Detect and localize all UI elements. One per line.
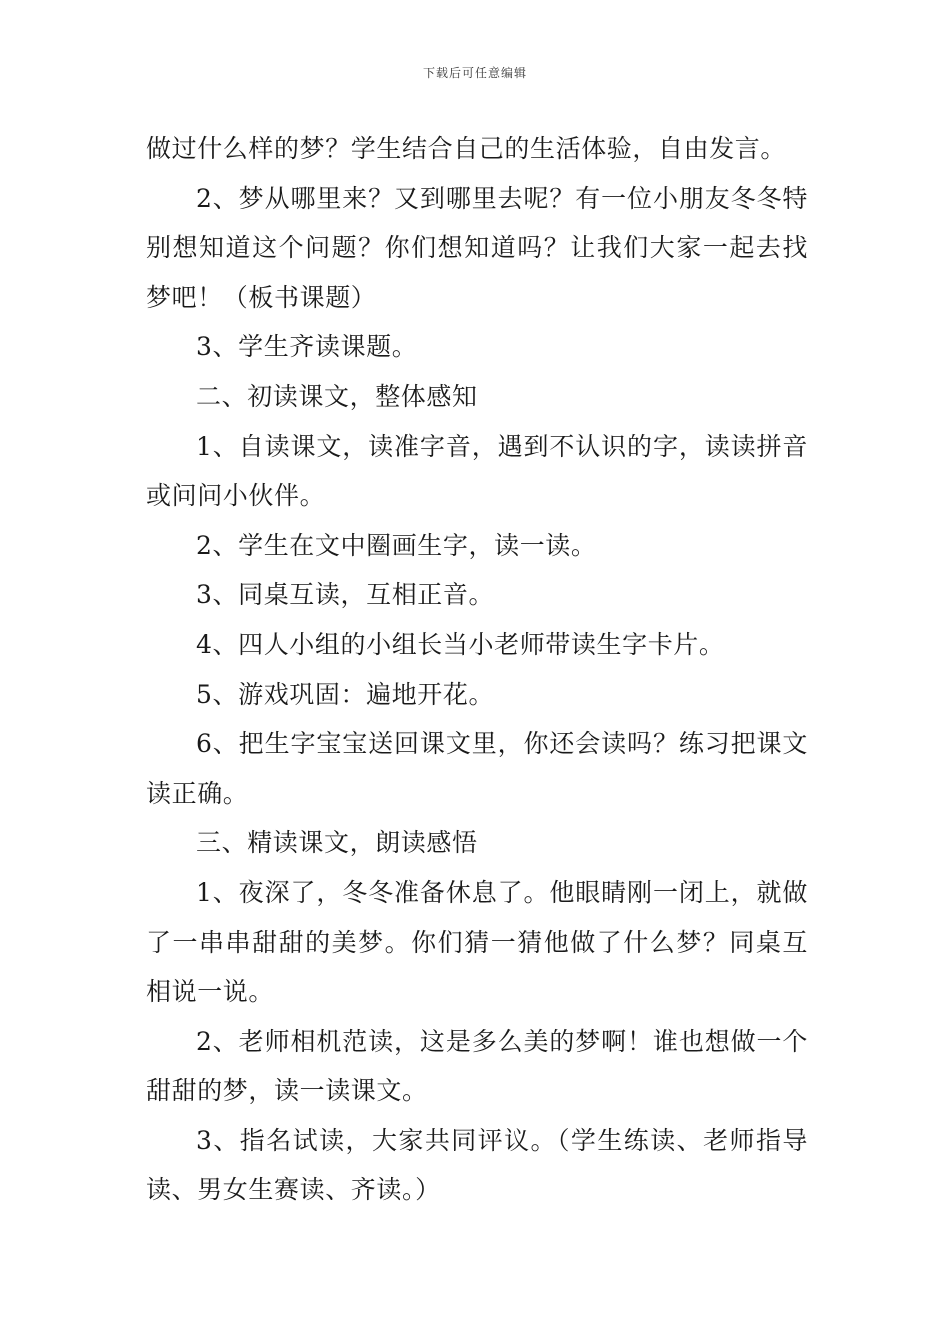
section-heading-3: 三、精读课文，朗读感悟	[196, 828, 478, 858]
page-header: 下载后可任意编辑	[422, 66, 527, 80]
section-heading-2: 二、初读课文，整体感知	[196, 381, 478, 411]
document-body	[146, 124, 808, 1215]
paragraph-1: 做过什么样的梦？学生结合自己的生活体验，自由发言。	[146, 134, 787, 163]
paragraph-7: 3、同桌互读，互相正音。	[196, 580, 495, 610]
paragraph-8: 4、四人小组的小组长当小老师带读生字卡片。	[196, 629, 725, 659]
paragraph-13: 2、老师相机范读，这是多么美的梦啊！谁也想做一个甜甜的梦，读一读课文。	[146, 1026, 808, 1106]
paragraph-2: 2、梦从哪里来？又到哪里去呢？有一位小朋友冬冬特别想知道这个问题？你们想知道吗？让我们大家一起去找梦吧！（板书课题）	[146, 183, 808, 312]
paragraph-9: 5、游戏巩固：遍地开花。	[196, 679, 495, 709]
paragraph-5: 1、自读课文，读准字音，遇到不认识的字，读读拼音或问问小伙伴。	[146, 431, 808, 511]
paragraph-14: 3、指名试读，大家共同评议。（学生练读、老师指导读、男女生赛读、齐读。）	[146, 1125, 808, 1205]
paragraph-12: 1、夜深了，冬冬准备休息了。他眼睛刚一闭上，就做了一串串甜甜的美梦。你们猜一猜他做了什么梦？同桌互相说一说。	[146, 877, 808, 1007]
paragraph-6: 2、学生在文中圈画生字，读一读。	[196, 530, 597, 560]
paragraph-10: 6、把生字宝宝送回课文里，你还会读吗？练习把课文读正确。	[146, 729, 808, 808]
paragraph-3: 3、学生齐读课题。	[196, 332, 418, 362]
